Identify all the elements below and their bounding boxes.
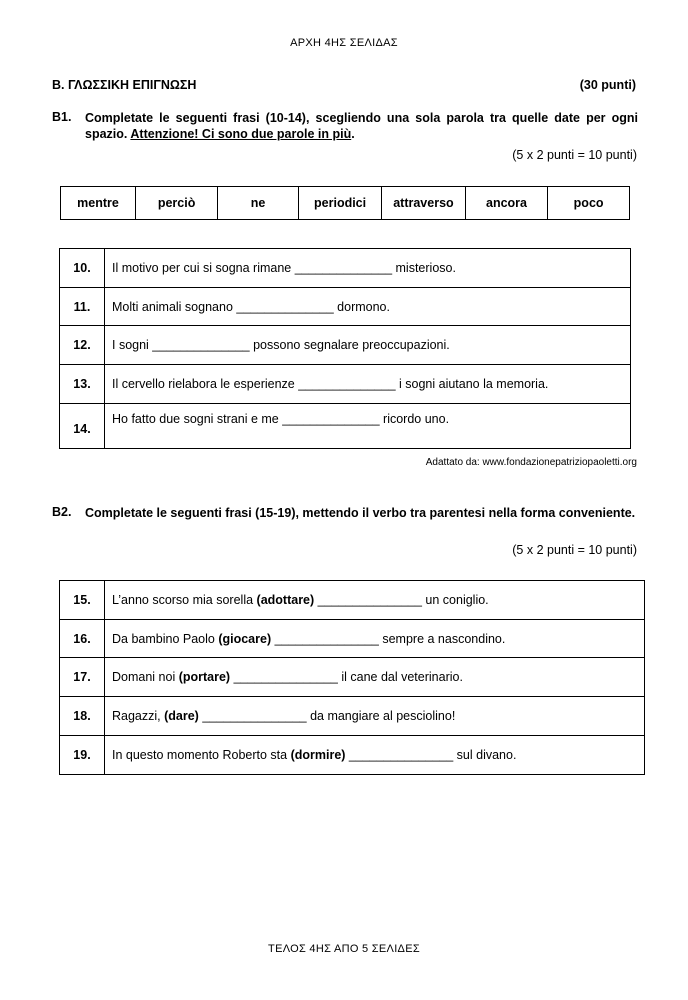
sentence-post: _______________ il cane dal veterinario. xyxy=(230,670,463,684)
sentence-pre: Domani noi xyxy=(112,670,179,684)
sentence-text xyxy=(105,581,645,620)
b1-sentences-table xyxy=(59,248,631,449)
sentence-number: 16. xyxy=(60,620,105,658)
word-bank-item: ne xyxy=(218,187,299,220)
sentence-text: Molti animali sognano ______________ dormono. xyxy=(105,288,631,326)
sentence-number: 10. xyxy=(60,249,105,288)
sentence-number: 19. xyxy=(60,736,105,775)
table-row xyxy=(60,288,631,326)
b2-points: (5 x 2 punti = 10 punti) xyxy=(512,543,637,557)
b2-sentences-table xyxy=(59,580,645,775)
source-citation: Adattato da: www.fondazionepatriziopaoletti.org xyxy=(425,457,637,468)
sentence-text: I sogni ______________ possono segnalare preoccupazioni. xyxy=(105,326,631,365)
word-bank-item: ancora xyxy=(465,187,547,220)
table-row xyxy=(60,365,631,404)
sentence-verb: (adottare) xyxy=(256,593,315,607)
b2-instruction: Completate le seguenti frasi (15-19), mettendo il verbo tra parentesi nella forma conveniente. xyxy=(85,506,636,520)
table-row xyxy=(60,249,631,288)
sentence-pre: L’anno scorso mia sorella xyxy=(112,593,257,607)
sentence-number: 12. xyxy=(60,326,105,365)
sentence-post: _______________ un coniglio. xyxy=(314,593,489,607)
table-row xyxy=(60,620,645,658)
b1-instruction-text: Completate le seguenti frasi (10-14), scegliendo una sola parola tra quelle date per ogni spazio. xyxy=(85,111,638,141)
b1-number: B1. xyxy=(52,110,72,124)
sentence-number: 14. xyxy=(60,404,105,449)
word-bank xyxy=(60,186,630,220)
b2-number: B2. xyxy=(52,505,72,519)
page-footer: ΤΕΛΟΣ 4ΗΣ ΑΠΟ 5 ΣΕΛΙΔΕΣ xyxy=(268,943,420,955)
sentence-pre: In questo momento Roberto sta xyxy=(112,748,291,762)
sentence-verb: (giocare) xyxy=(218,631,272,646)
word-bank-item: mentre xyxy=(61,187,136,220)
b1-warning-end: . xyxy=(351,127,355,141)
word-bank-item: perciò xyxy=(135,187,217,220)
page-header: ΑΡΧΗ 4ΗΣ ΣΕΛΙΔΑΣ xyxy=(290,37,398,49)
word-bank-item: periodici xyxy=(299,187,382,220)
sentence-text: Ho fatto due sogni strani e me ______________ ricordo uno. xyxy=(105,404,631,449)
sentence-verb: (dare) xyxy=(164,709,199,723)
b1-points: (5 x 2 punti = 10 punti) xyxy=(512,148,637,162)
sentence-post: _______________ sul divano. xyxy=(345,748,517,762)
sentence-text: Il cervello rielabora le esperienze ______________ i sogni aiutano la memoria. xyxy=(105,365,631,404)
section-points: (30 punti) xyxy=(579,78,636,92)
sentence-number: 17. xyxy=(60,658,105,697)
b1-warning: Attenzione! Ci sono due parole in più xyxy=(130,127,352,141)
sentence-number: 11. xyxy=(60,288,105,326)
sentence-pre: Da bambino Paolo xyxy=(112,631,219,646)
word-bank-item: poco xyxy=(548,187,630,220)
sentence-number: 18. xyxy=(60,697,105,736)
section-title: Β. ΓΛΩΣΣΙΚΗ ΕΠΙΓΝΩΣΗ xyxy=(52,78,197,92)
sentence-text xyxy=(105,697,645,736)
table-row xyxy=(60,697,645,736)
table-row xyxy=(60,581,645,620)
table-row xyxy=(60,404,631,449)
sentence-post: _______________ sempre a nascondino. xyxy=(271,631,506,646)
sentence-number: 15. xyxy=(60,581,105,620)
b1-instruction xyxy=(85,110,638,142)
sentence-number: 13. xyxy=(60,365,105,404)
sentence-verb: (portare) xyxy=(178,670,231,684)
table-row xyxy=(60,736,645,775)
sentence-text xyxy=(105,658,645,697)
sentence-pre: Ragazzi, xyxy=(112,709,165,723)
word-bank-item: attraverso xyxy=(382,187,466,220)
sentence-text xyxy=(105,620,645,658)
table-row xyxy=(60,658,645,697)
sentence-verb: (dormire) xyxy=(290,748,346,762)
sentence-text: Il motivo per cui si sogna rimane ______________ misterioso. xyxy=(105,249,631,288)
sentence-text xyxy=(105,736,645,775)
table-row xyxy=(60,326,631,365)
sentence-post: _______________ da mangiare al pesciolino! xyxy=(198,709,456,723)
